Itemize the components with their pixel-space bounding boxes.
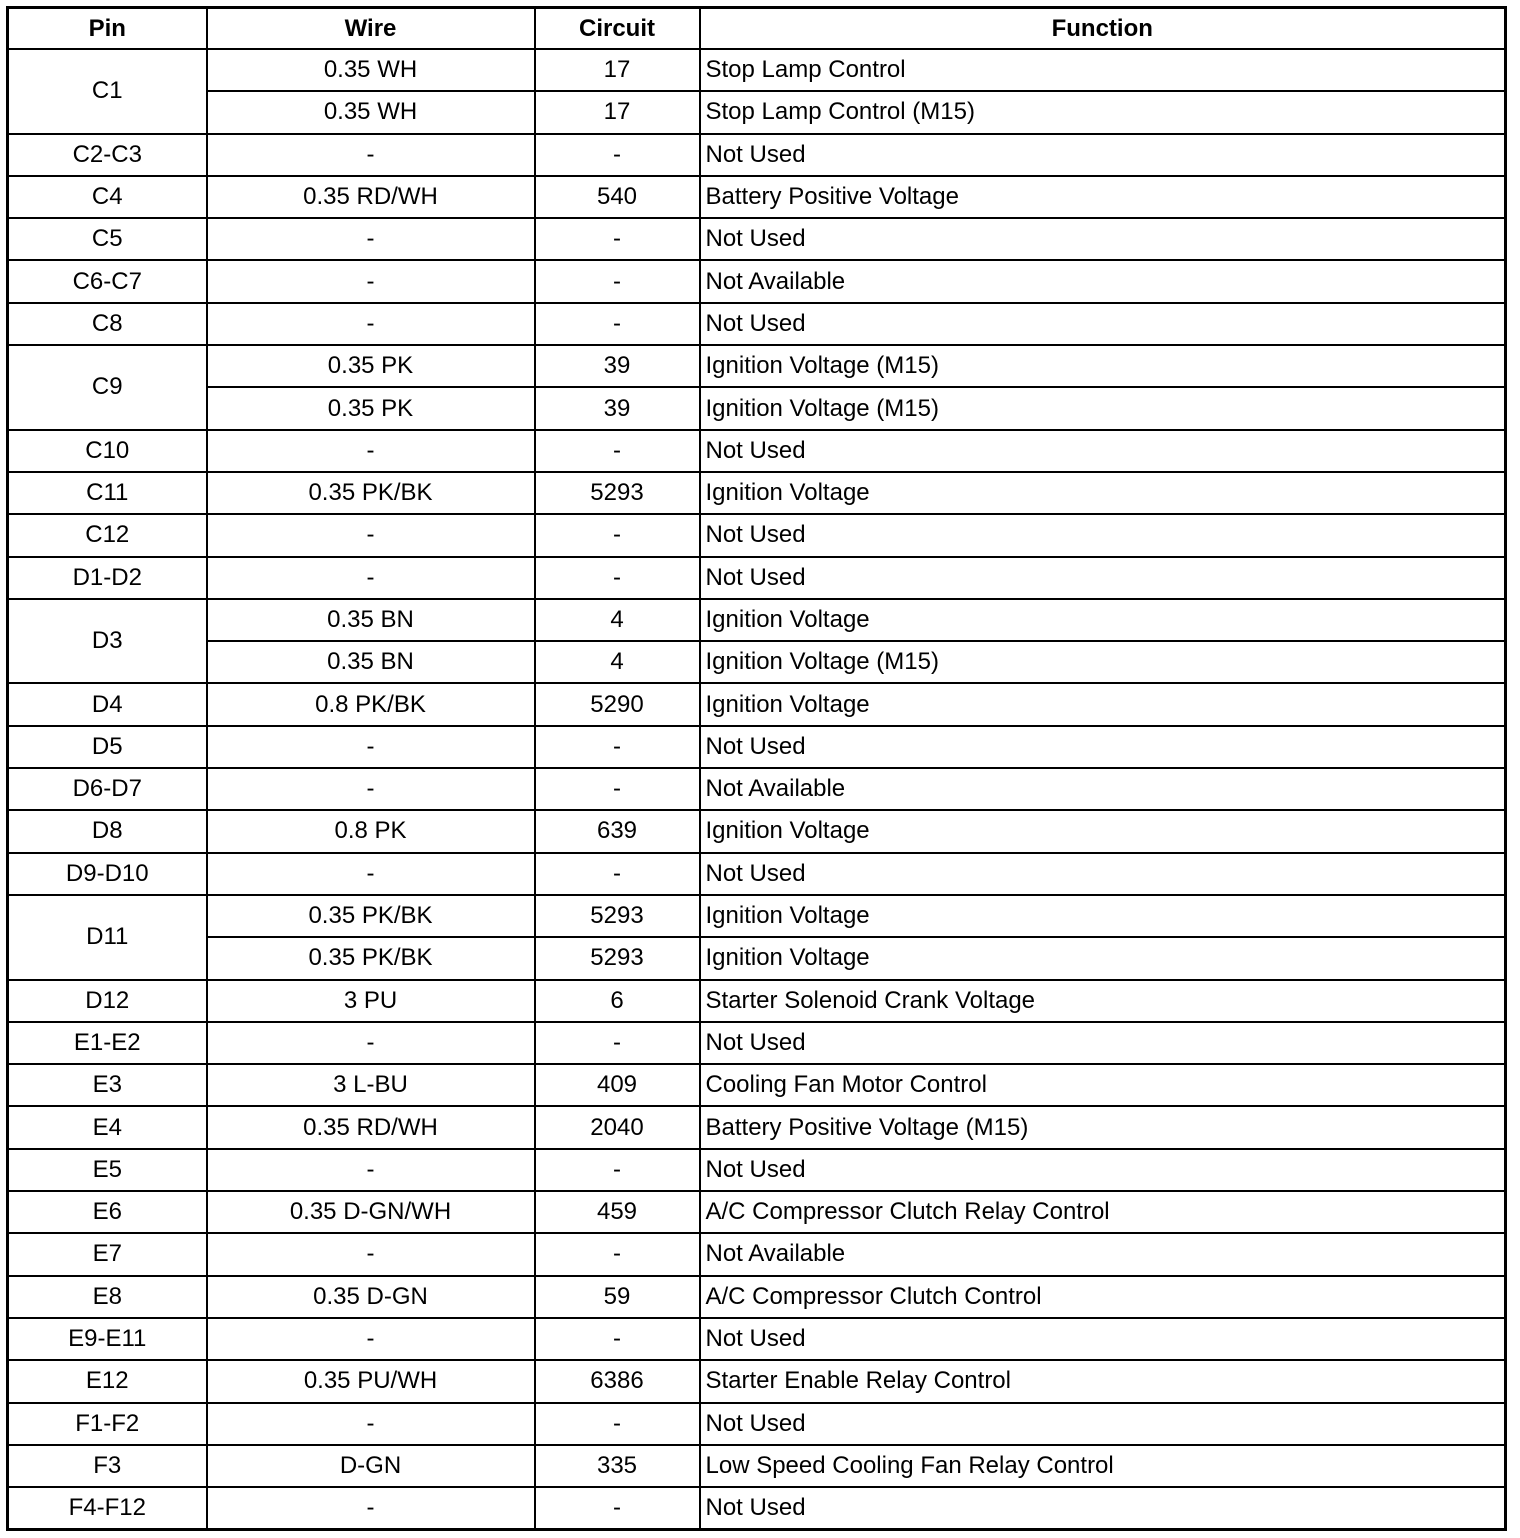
- wire-cell: 0.35 PK: [207, 345, 535, 387]
- pin-cell: E6: [8, 1191, 207, 1233]
- pin-cell: C8: [8, 303, 207, 345]
- circuit-cell: -: [535, 260, 700, 302]
- circuit-cell: -: [535, 1149, 700, 1191]
- wire-cell: -: [207, 768, 535, 810]
- function-cell: Not Used: [700, 1487, 1506, 1530]
- wire-cell: 3 PU: [207, 980, 535, 1022]
- wire-cell: 0.35 PK/BK: [207, 895, 535, 937]
- table-row: [8, 768, 1506, 810]
- pin-cell: E12: [8, 1360, 207, 1402]
- circuit-cell: -: [535, 1318, 700, 1360]
- pin-cell: E1-E2: [8, 1022, 207, 1064]
- wire-cell: 3 L-BU: [207, 1064, 535, 1106]
- table-row: [8, 557, 1506, 599]
- pin-cell: D5: [8, 726, 207, 768]
- function-cell: Low Speed Cooling Fan Relay Control: [700, 1445, 1506, 1487]
- function-header: Function: [700, 8, 1506, 50]
- function-cell: Ignition Voltage (M15): [700, 641, 1506, 683]
- function-cell: Battery Positive Voltage (M15): [700, 1106, 1506, 1148]
- circuit-cell: -: [535, 726, 700, 768]
- wire-cell: -: [207, 557, 535, 599]
- pin-cell: D6-D7: [8, 768, 207, 810]
- function-cell: Not Used: [700, 1149, 1506, 1191]
- circuit-cell: -: [535, 514, 700, 556]
- wire-cell: -: [207, 430, 535, 472]
- circuit-cell: 39: [535, 387, 700, 429]
- pin-cell: C10: [8, 430, 207, 472]
- table-row: [8, 1149, 1506, 1191]
- wire-cell: -: [207, 1022, 535, 1064]
- function-cell: Not Used: [700, 303, 1506, 345]
- wire-cell: 0.35 D-GN: [207, 1276, 535, 1318]
- pin-cell: E7: [8, 1233, 207, 1275]
- pin-cell: D3: [8, 599, 207, 684]
- circuit-cell: -: [535, 853, 700, 895]
- pin-cell: E3: [8, 1064, 207, 1106]
- table-row: [8, 980, 1506, 1022]
- table-row: [8, 599, 1506, 641]
- table-row: [8, 1064, 1506, 1106]
- table-row: [8, 218, 1506, 260]
- circuit-header: Circuit: [535, 8, 700, 50]
- circuit-cell: 4: [535, 599, 700, 641]
- function-cell: Not Used: [700, 557, 1506, 599]
- circuit-cell: 5293: [535, 472, 700, 514]
- table-row: [8, 91, 1506, 133]
- table-row: [8, 472, 1506, 514]
- pin-cell: C6-C7: [8, 260, 207, 302]
- wire-cell: -: [207, 303, 535, 345]
- circuit-cell: 5290: [535, 683, 700, 725]
- function-cell: Not Available: [700, 260, 1506, 302]
- circuit-cell: 17: [535, 49, 700, 91]
- wire-cell: -: [207, 218, 535, 260]
- pin-cell: D11: [8, 895, 207, 980]
- table-row: [8, 895, 1506, 937]
- table-row: [8, 303, 1506, 345]
- wire-cell: -: [207, 853, 535, 895]
- pin-cell: D4: [8, 683, 207, 725]
- function-cell: Ignition Voltage: [700, 683, 1506, 725]
- circuit-cell: 6386: [535, 1360, 700, 1402]
- wire-cell: 0.35 WH: [207, 49, 535, 91]
- wire-cell: -: [207, 1487, 535, 1530]
- table-row: [8, 1318, 1506, 1360]
- wire-cell: 0.35 RD/WH: [207, 1106, 535, 1148]
- function-cell: Not Used: [700, 430, 1506, 472]
- function-cell: Not Used: [700, 853, 1506, 895]
- wire-cell: -: [207, 260, 535, 302]
- wire-cell: -: [207, 514, 535, 556]
- pin-cell: E8: [8, 1276, 207, 1318]
- pin-cell: F4-F12: [8, 1487, 207, 1530]
- wire-cell: -: [207, 1403, 535, 1445]
- header-row: [8, 8, 1506, 50]
- wire-cell: 0.35 PK/BK: [207, 937, 535, 979]
- circuit-cell: 39: [535, 345, 700, 387]
- wire-cell: 0.8 PK: [207, 810, 535, 852]
- function-cell: Not Available: [700, 768, 1506, 810]
- circuit-cell: -: [535, 1403, 700, 1445]
- function-cell: A/C Compressor Clutch Control: [700, 1276, 1506, 1318]
- function-cell: Not Used: [700, 1318, 1506, 1360]
- pin-cell: C5: [8, 218, 207, 260]
- function-cell: Ignition Voltage: [700, 810, 1506, 852]
- pin-cell: C11: [8, 472, 207, 514]
- function-cell: Not Used: [700, 514, 1506, 556]
- pin-cell: C9: [8, 345, 207, 430]
- table-row: [8, 49, 1506, 91]
- table-row: [8, 1487, 1506, 1530]
- function-cell: Stop Lamp Control: [700, 49, 1506, 91]
- wire-cell: 0.35 D-GN/WH: [207, 1191, 535, 1233]
- function-cell: Cooling Fan Motor Control: [700, 1064, 1506, 1106]
- pin-cell: D12: [8, 980, 207, 1022]
- circuit-cell: -: [535, 430, 700, 472]
- circuit-cell: 540: [535, 176, 700, 218]
- wire-cell: 0.35 BN: [207, 599, 535, 641]
- table-row: [8, 1022, 1506, 1064]
- wire-cell: 0.35 BN: [207, 641, 535, 683]
- function-cell: Stop Lamp Control (M15): [700, 91, 1506, 133]
- function-cell: Not Used: [700, 1403, 1506, 1445]
- wire-cell: 0.35 PK/BK: [207, 472, 535, 514]
- wire-cell: -: [207, 134, 535, 176]
- table-row: [8, 726, 1506, 768]
- wire-cell: 0.35 WH: [207, 91, 535, 133]
- circuit-cell: 409: [535, 1064, 700, 1106]
- circuit-cell: 459: [535, 1191, 700, 1233]
- table-row: [8, 683, 1506, 725]
- table-row: [8, 1360, 1506, 1402]
- wire-header: Wire: [207, 8, 535, 50]
- function-cell: Battery Positive Voltage: [700, 176, 1506, 218]
- table-row: [8, 345, 1506, 387]
- function-cell: A/C Compressor Clutch Relay Control: [700, 1191, 1506, 1233]
- pin-cell: C2-C3: [8, 134, 207, 176]
- circuit-cell: -: [535, 768, 700, 810]
- circuit-cell: 59: [535, 1276, 700, 1318]
- function-cell: Ignition Voltage (M15): [700, 387, 1506, 429]
- function-cell: Ignition Voltage: [700, 937, 1506, 979]
- pin-cell: D1-D2: [8, 557, 207, 599]
- table-row: [8, 853, 1506, 895]
- circuit-cell: 4: [535, 641, 700, 683]
- circuit-cell: -: [535, 557, 700, 599]
- wire-cell: 0.35 PU/WH: [207, 1360, 535, 1402]
- pin-header: Pin: [8, 8, 207, 50]
- wire-cell: -: [207, 726, 535, 768]
- wire-cell: 0.35 PK: [207, 387, 535, 429]
- pin-cell: D9-D10: [8, 853, 207, 895]
- wire-cell: 0.8 PK/BK: [207, 683, 535, 725]
- table-row: [8, 1276, 1506, 1318]
- function-cell: Not Used: [700, 1022, 1506, 1064]
- function-cell: Not Used: [700, 134, 1506, 176]
- circuit-cell: 2040: [535, 1106, 700, 1148]
- pin-cell: C4: [8, 176, 207, 218]
- function-cell: Ignition Voltage: [700, 472, 1506, 514]
- circuit-cell: 335: [535, 1445, 700, 1487]
- function-cell: Not Used: [700, 218, 1506, 260]
- wire-cell: D-GN: [207, 1445, 535, 1487]
- table-row: [8, 260, 1506, 302]
- circuit-cell: 17: [535, 91, 700, 133]
- wire-cell: -: [207, 1149, 535, 1191]
- circuit-cell: 6: [535, 980, 700, 1022]
- function-cell: Not Used: [700, 726, 1506, 768]
- table-row: [8, 1191, 1506, 1233]
- pin-cell: F3: [8, 1445, 207, 1487]
- circuit-cell: 5293: [535, 937, 700, 979]
- table-row: [8, 1106, 1506, 1148]
- circuit-cell: -: [535, 1022, 700, 1064]
- pin-cell: E9-E11: [8, 1318, 207, 1360]
- pin-cell: F1-F2: [8, 1403, 207, 1445]
- table-row: [8, 641, 1506, 683]
- connector-pinout-table: [6, 6, 1507, 1531]
- circuit-cell: 5293: [535, 895, 700, 937]
- circuit-cell: -: [535, 1487, 700, 1530]
- table-row: [8, 1233, 1506, 1275]
- circuit-cell: -: [535, 218, 700, 260]
- function-cell: Ignition Voltage: [700, 599, 1506, 641]
- function-cell: Starter Solenoid Crank Voltage: [700, 980, 1506, 1022]
- table-row: [8, 134, 1506, 176]
- table-row: [8, 176, 1506, 218]
- wire-cell: -: [207, 1233, 535, 1275]
- table-row: [8, 1403, 1506, 1445]
- pin-cell: C12: [8, 514, 207, 556]
- table-row: [8, 387, 1506, 429]
- function-cell: Ignition Voltage (M15): [700, 345, 1506, 387]
- wire-cell: 0.35 RD/WH: [207, 176, 535, 218]
- table-row: [8, 937, 1506, 979]
- pin-cell: E4: [8, 1106, 207, 1148]
- pin-cell: C1: [8, 49, 207, 134]
- wire-cell: -: [207, 1318, 535, 1360]
- circuit-cell: 639: [535, 810, 700, 852]
- circuit-cell: -: [535, 303, 700, 345]
- table-row: [8, 430, 1506, 472]
- pin-cell: D8: [8, 810, 207, 852]
- function-cell: Not Available: [700, 1233, 1506, 1275]
- table-body: [8, 49, 1506, 1530]
- pin-cell: E5: [8, 1149, 207, 1191]
- circuit-cell: -: [535, 134, 700, 176]
- function-cell: Ignition Voltage: [700, 895, 1506, 937]
- table-row: [8, 810, 1506, 852]
- table-row: [8, 1445, 1506, 1487]
- table-row: [8, 514, 1506, 556]
- circuit-cell: -: [535, 1233, 700, 1275]
- function-cell: Starter Enable Relay Control: [700, 1360, 1506, 1402]
